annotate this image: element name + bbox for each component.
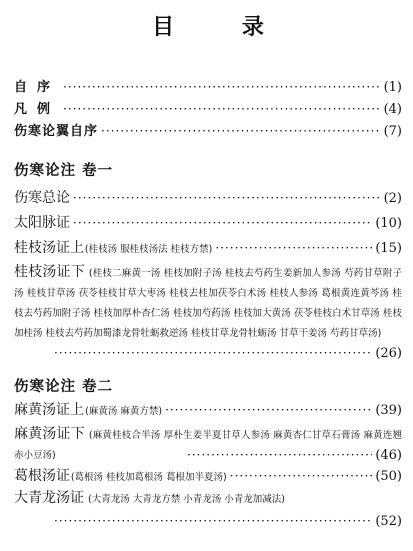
entry-subitems: (麻黄桂枝合半汤 厚朴生姜半夏甘草人参汤 麻黄杏仁甘草石膏汤 麻黄连翘赤小豆汤) bbox=[14, 430, 402, 461]
page-number: (1) bbox=[383, 80, 402, 95]
page-number: (4) bbox=[383, 102, 402, 117]
toc-entry[interactable] bbox=[14, 189, 402, 208]
toc-entry[interactable] bbox=[14, 120, 402, 142]
page-title: 目 录 bbox=[152, 15, 294, 40]
entry-heading: 麻黄汤证下 bbox=[14, 426, 85, 442]
entry-subitems: (桂枝汤 服桂枝汤法 桂枝方禁) bbox=[84, 244, 213, 255]
entry-label: 伤寒论翼自序 bbox=[14, 124, 99, 139]
entry-heading: 桂枝汤证下 bbox=[14, 264, 85, 280]
dot-leader bbox=[187, 446, 372, 465]
toc-entry[interactable] bbox=[14, 98, 402, 120]
dot-leader bbox=[73, 214, 372, 233]
page-number: (10) bbox=[375, 216, 402, 231]
section-title: 伤寒论注 卷一 bbox=[14, 163, 114, 179]
entry-label: 凡例 bbox=[14, 102, 61, 117]
dot-leader bbox=[101, 124, 381, 138]
dot-leader bbox=[63, 102, 381, 116]
entry-heading: 伤寒总论 bbox=[14, 190, 70, 206]
dot-leader bbox=[73, 189, 381, 208]
page-number: (15) bbox=[375, 241, 402, 256]
page-number: (50) bbox=[375, 469, 402, 484]
dot-leader bbox=[215, 239, 372, 258]
entry-heading: 葛根汤证 bbox=[14, 468, 70, 484]
toc-entry[interactable] bbox=[14, 76, 402, 98]
dot-leader bbox=[63, 80, 381, 94]
page-number: (52) bbox=[375, 514, 402, 529]
page-number: (7) bbox=[383, 124, 402, 139]
entry-heading: 桂枝汤证上 bbox=[14, 240, 84, 256]
toc-entry[interactable] bbox=[14, 239, 402, 259]
toc-entry[interactable] bbox=[14, 214, 402, 233]
dot-leader bbox=[54, 344, 372, 363]
dot-leader bbox=[54, 512, 372, 531]
dot-leader bbox=[165, 401, 372, 420]
dot-leader bbox=[230, 467, 373, 486]
entry-heading: 大青龙汤证 bbox=[14, 490, 84, 506]
front-matter bbox=[14, 76, 402, 142]
page-number: (26) bbox=[375, 346, 402, 361]
entry-subitems: (葛根汤 桂枝加葛根汤 葛根加半夏汤) bbox=[70, 472, 227, 483]
page-number: (46) bbox=[375, 448, 402, 463]
entry-subitems: (桂枝二麻黄一汤 桂枝加附子汤 桂枝去芍药生姜新加人参汤 芍药甘草附子汤 桂枝甘草汤 茯苓桂枝甘草大枣汤 桂枝去桂加茯苓白术汤 桂枝人参汤 葛根黄连黄芩汤 桂枝去芍药加附子汤 桂枝加厚朴杏仁汤 桂枝加芍药汤 桂枝加大黄汤 茯苓桂枝白术甘草汤 桂枝加桂汤 桂枝去芍药加蜀漆龙骨牡蛎救逆汤 桂枝甘草龙骨牡蛎汤 甘草干姜汤 芍药甘草汤) bbox=[14, 268, 402, 339]
section-title: 伤寒论注 卷二 bbox=[14, 379, 114, 395]
entry-label: 自序 bbox=[14, 80, 61, 95]
toc-entry[interactable] bbox=[14, 425, 402, 465]
entry-subitems: (大青龙汤 大青龙方禁 小青龙汤 小青龙加减法) bbox=[88, 494, 285, 505]
toc-entry[interactable] bbox=[14, 401, 402, 421]
toc-entry[interactable] bbox=[14, 263, 402, 363]
entry-heading: 太阳脉证 bbox=[14, 215, 70, 231]
entry-subitems: (麻黄汤 麻黄方禁) bbox=[85, 406, 163, 417]
entry-heading: 麻黄汤证上 bbox=[14, 402, 84, 418]
page-number: (39) bbox=[375, 403, 402, 418]
toc-entry[interactable] bbox=[14, 467, 402, 487]
toc-entry[interactable] bbox=[14, 489, 402, 531]
page-number: (2) bbox=[383, 191, 402, 206]
